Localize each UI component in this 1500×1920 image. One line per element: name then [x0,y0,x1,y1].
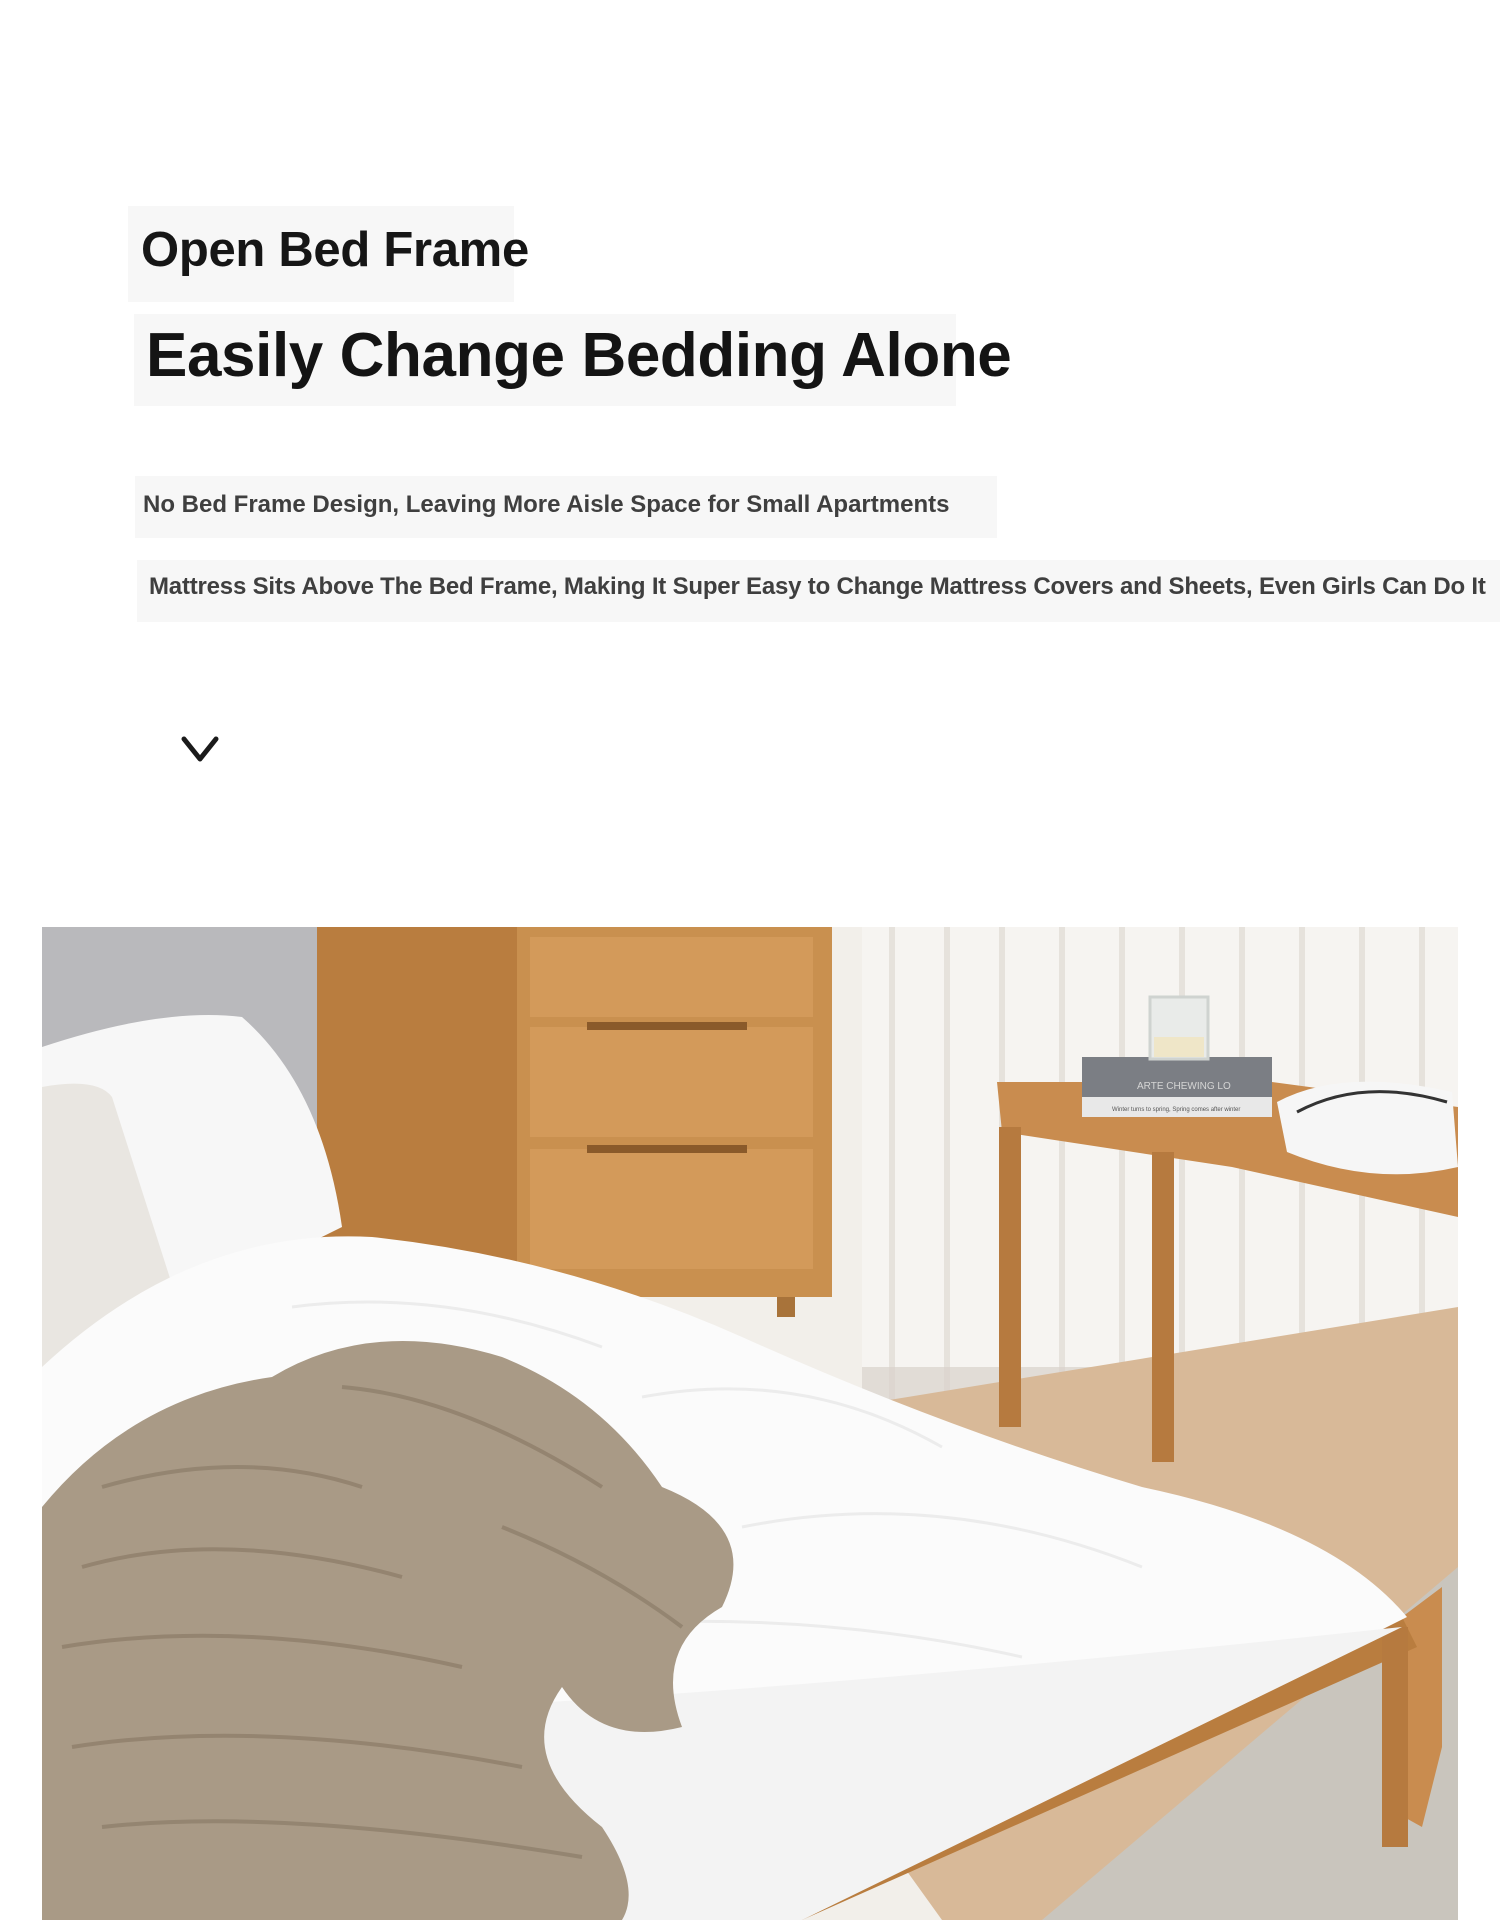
page-headline: Easily Change Bedding Alone [146,321,1012,390]
book-spine-text: ARTE CHEWING LO [1137,1081,1231,1092]
feature-line-1: No Bed Frame Design, Leaving More Aisle Space for Small Apartments [143,491,950,518]
section-kicker: Open Bed Frame [141,223,529,277]
chevron-down-icon [181,735,219,765]
bed-product-photo [42,927,1458,1920]
book-cover-text: Winter turns to spring, Spring comes after winter [1112,1107,1241,1113]
bed-scene-illustration [42,927,1458,1920]
feature-line-2: Mattress Sits Above The Bed Frame, Making It Super Easy to Change Mattress Covers and Sheets, Even Girls Can Do It [149,573,1486,600]
